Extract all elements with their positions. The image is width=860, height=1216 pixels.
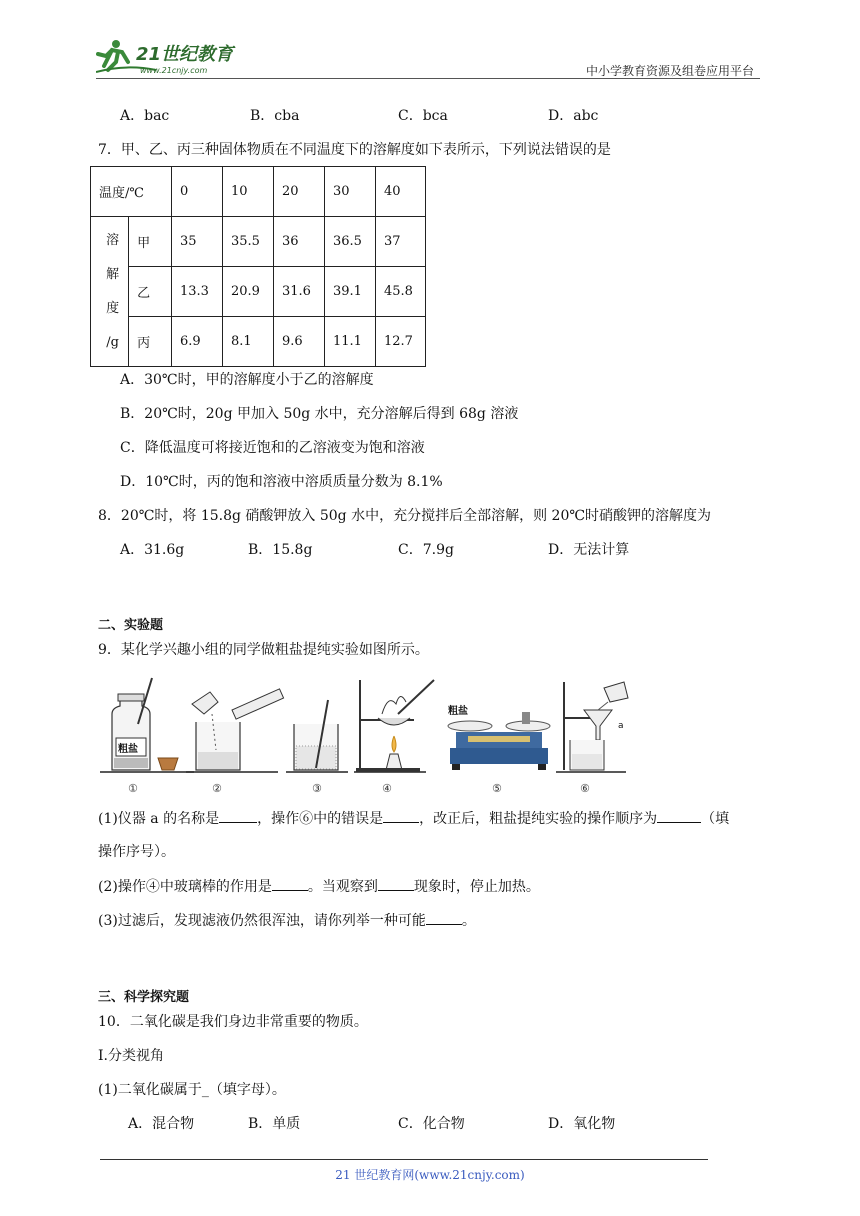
evaporating-dish-icon: [158, 758, 178, 770]
answer-blank[interactable]: [426, 910, 462, 925]
q9-part3: [98, 910, 476, 931]
balance-scale-icon: [448, 704, 550, 770]
table-cell: 8.1: [223, 317, 274, 367]
footer-divider: [100, 1159, 708, 1160]
table-cell: 20.9: [223, 267, 274, 317]
temp-cell: 10: [223, 167, 274, 217]
solubility-table: [90, 166, 426, 367]
q9-2-text-a: (2)操作④中玻璃棒的作用是: [98, 879, 272, 895]
q10-option-d: D．氧化物: [548, 1116, 616, 1132]
reagent-jar-icon: [112, 678, 152, 770]
table-cell: 39.1: [325, 267, 376, 317]
q9-1-text-e: 操作序号）。: [98, 844, 175, 860]
table-cell: 36: [274, 217, 325, 267]
q9-2-text-c: 现象时，停止加热。: [413, 879, 540, 895]
table-cell: 45.8: [376, 267, 426, 317]
q10-option-a: A．混合物: [128, 1116, 195, 1132]
q9-1-text-c: ，改正后，粗盐提纯实验的操作顺序为: [419, 811, 658, 827]
table-cell: 36.5: [325, 217, 376, 267]
q7-stem: 7．甲、乙、丙三种固体物质在不同温度下的溶解度如下表所示，下列说法错误的是: [98, 142, 611, 158]
q6-option-d: D．abc: [548, 108, 599, 124]
answer-blank[interactable]: [378, 876, 414, 891]
solubility-label-char: /g: [106, 334, 119, 350]
step-label: ④: [382, 782, 392, 795]
table-cell: 37: [376, 217, 426, 267]
q8-option-d: D．无法计算: [548, 542, 630, 558]
answer-blank[interactable]: [383, 808, 419, 823]
table-cell: 12.7: [376, 317, 426, 367]
table-row: [91, 317, 426, 367]
answer-blank[interactable]: [657, 808, 701, 823]
q9-part1-line1: [98, 808, 729, 829]
q10-part1: (1)二氧化碳属于_（填字母）。: [98, 1082, 286, 1098]
logo-text: 21世纪教育: [136, 44, 234, 65]
section-title-experiment: 二、实验题: [98, 618, 164, 633]
solubility-label-char: 度: [106, 300, 120, 316]
q10-option-c: C．化合物: [398, 1116, 465, 1132]
evaporation-setup-icon: [356, 680, 434, 772]
q9-part2: [98, 876, 540, 897]
q9-1-text-d: （填: [701, 811, 730, 827]
q9-1-text-b: ，操作⑥中的错误是: [257, 811, 384, 827]
temp-cell: 0: [172, 167, 223, 217]
table-cell: 35.5: [223, 217, 274, 267]
temp-cell: 20: [274, 167, 325, 217]
q7-option-b: B．20℃时，20g 甲加入 50g 水中，充分溶解后得到 68g 溶液: [120, 406, 519, 422]
step-label: ①: [128, 782, 138, 795]
q9-2-text-b: 。当观察到: [307, 879, 378, 895]
answer-blank[interactable]: [272, 876, 308, 891]
site-logo: [96, 36, 256, 78]
substance-name-cell: 丙: [129, 317, 172, 367]
footer-text: 21 世纪教育网(www.21cnjy.com): [335, 1168, 525, 1182]
q6-option-c: C．bca: [398, 108, 448, 124]
beaker-stir-icon: [294, 700, 338, 770]
q7-option-d: D．10℃时，丙的饱和溶液中溶质质量分数为 8.1%: [120, 474, 443, 490]
solubility-label-char: 解: [106, 266, 120, 282]
step-label: ②: [212, 782, 222, 795]
step-label: ⑤: [492, 782, 502, 795]
filtration-setup-icon: [564, 682, 628, 770]
table-cell: 35: [172, 217, 223, 267]
table-cell: 11.1: [325, 317, 376, 367]
header-platform-text: 中小学教育资源及组卷应用平台: [585, 64, 754, 78]
q7-option-c: C．降低温度可将接近饱和的乙溶液变为饱和溶液: [120, 440, 425, 456]
q6-option-a: A．bac: [120, 108, 170, 124]
temp-cell: 40: [376, 167, 426, 217]
q9-1-text-a: (1)仪器 a 的名称是: [98, 811, 220, 827]
q10-subsection: Ⅰ.分类视角: [98, 1048, 164, 1064]
q8-option-a: A．31.6g: [120, 542, 185, 558]
q8-option-b: B．15.8g: [248, 542, 313, 558]
table-cell: 31.6: [274, 267, 325, 317]
logo-url: www.21cnjy.com: [140, 66, 208, 75]
substance-name-cell: 乙: [129, 267, 172, 317]
q9-3-text-b: 。: [461, 913, 476, 929]
table-row: [91, 267, 426, 317]
step-label: ③: [312, 782, 322, 795]
q9-3-text-a: (3)过滤后，发现滤液仍然很浑浊，请你列举一种可能: [98, 913, 426, 929]
temp-cell: 30: [325, 167, 376, 217]
solubility-label-cell: [91, 217, 129, 367]
section-title-inquiry: 三、科学探究题: [98, 990, 190, 1005]
header-divider: [96, 78, 760, 79]
q8-option-c: C．7.9g: [398, 542, 454, 558]
jar-label: 粗盐: [118, 744, 138, 755]
table-row: [91, 217, 426, 267]
answer-blank[interactable]: [219, 808, 257, 823]
q7-option-a: A．30℃时，甲的溶解度小于乙的溶解度: [120, 372, 374, 388]
table-cell: 9.6: [274, 317, 325, 367]
q6-option-b: B．cba: [250, 108, 300, 124]
solubility-label-char: 溶: [106, 232, 120, 248]
salt-purification-figure: [98, 674, 648, 798]
beaker-pour-icon: [192, 689, 284, 770]
table-header-row: [91, 167, 426, 217]
temp-label-cell: 温度/℃: [91, 167, 172, 217]
q8-stem: 8．20℃时，将 15.8g 硝酸钾放入 50g 水中，充分搅拌后全部溶解，则 20℃时硝酸钾的溶解度为: [98, 508, 712, 524]
balance-salt-label: 粗盐: [448, 706, 468, 717]
table-cell: 6.9: [172, 317, 223, 367]
step-label: ⑥: [580, 782, 590, 795]
q10-option-b: B．单质: [248, 1116, 301, 1132]
q10-stem: 10．二氧化碳是我们身边非常重要的物质。: [98, 1014, 368, 1030]
table-cell: 13.3: [172, 267, 223, 317]
substance-name-cell: 甲: [129, 217, 172, 267]
q9-stem: 9．某化学兴趣小组的同学做粗盐提纯实验如图所示。: [98, 642, 429, 658]
instrument-a-label: a: [618, 721, 624, 731]
